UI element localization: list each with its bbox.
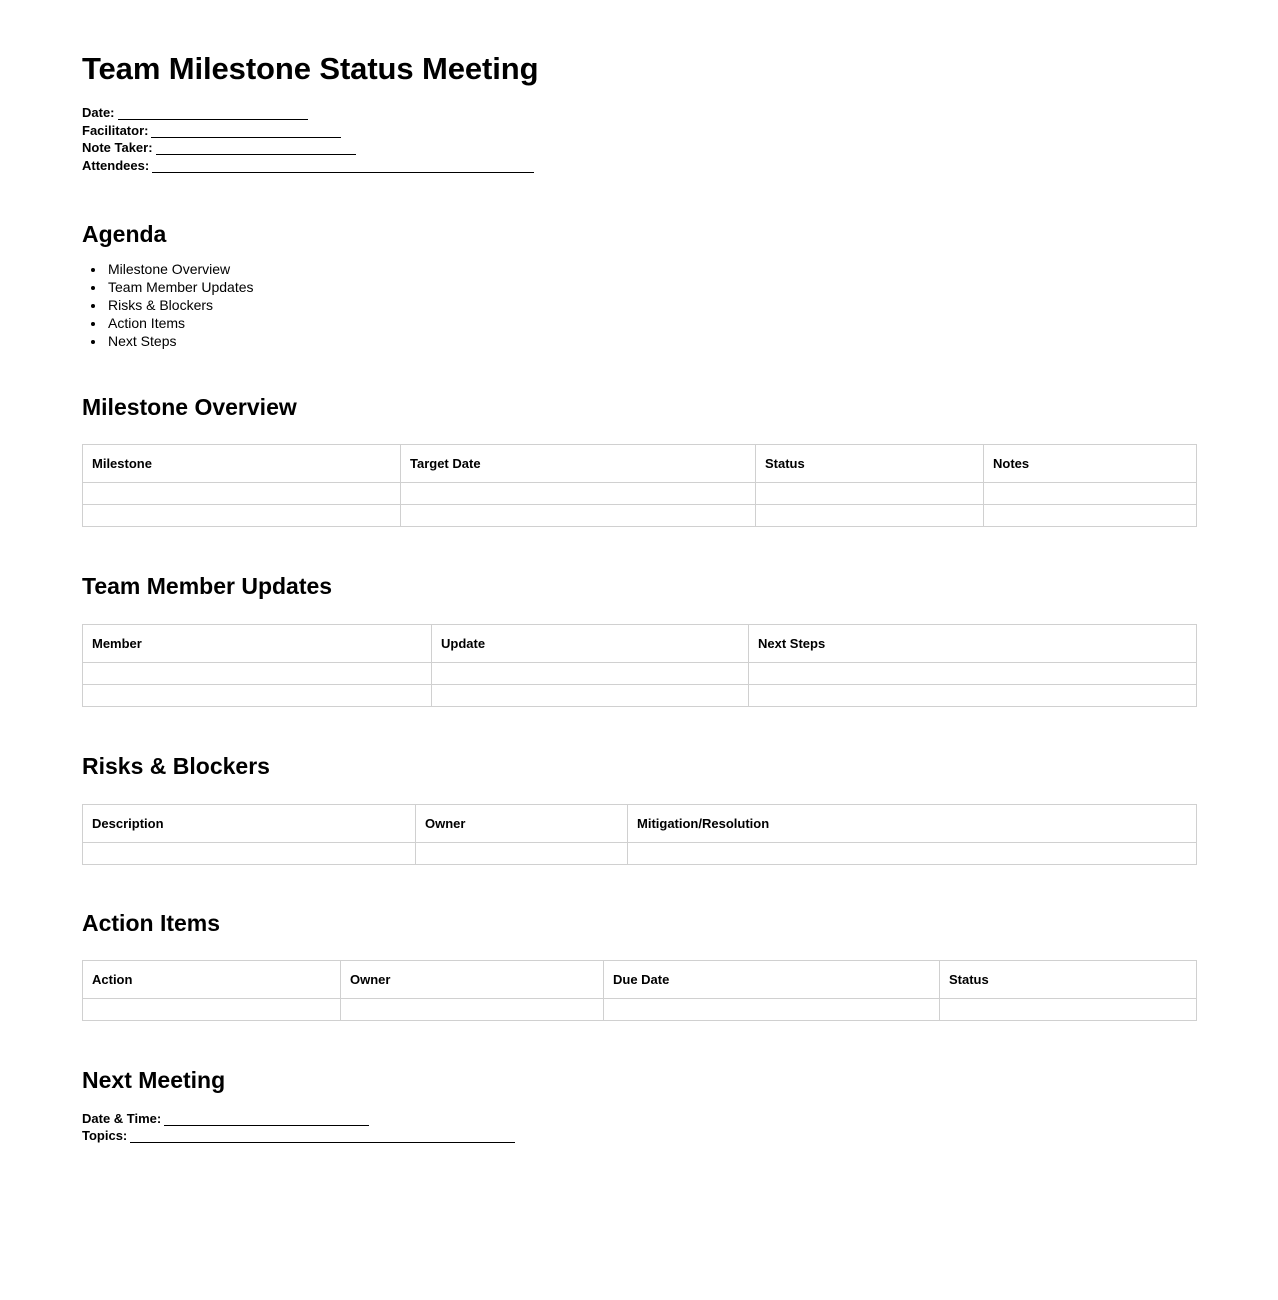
risks-blockers-table — [82, 804, 1197, 865]
meeting-meta-block — [82, 104, 1196, 174]
note-taker-input-line[interactable] — [156, 154, 356, 155]
date-time-label: Date & Time: — [82, 1110, 162, 1126]
column-header-status: Status — [940, 961, 1197, 999]
table-cell[interactable] — [628, 842, 1197, 864]
column-header-status: Status — [756, 445, 984, 483]
meta-row-date-time — [82, 1110, 1196, 1128]
attendees-input-line[interactable] — [152, 172, 534, 173]
table-cell[interactable] — [416, 842, 628, 864]
column-header-owner: Owner — [341, 961, 604, 999]
column-header-mitigation-resolution: Mitigation/Resolution — [628, 804, 1197, 842]
team-member-updates-heading: Team Member Updates — [82, 573, 333, 600]
action-items-heading: Action Items — [82, 909, 221, 936]
table-cell[interactable] — [401, 483, 756, 505]
table-header-row — [83, 804, 1197, 842]
table-cell[interactable] — [83, 842, 416, 864]
date-input-line[interactable] — [118, 119, 308, 120]
table-row — [83, 999, 1197, 1021]
table-row — [83, 662, 1197, 684]
list-item: • Next Steps — [106, 332, 1196, 350]
meta-row-date — [82, 104, 1196, 122]
list-item: • Risks & Blockers — [106, 296, 1196, 314]
column-header-action: Action — [83, 961, 341, 999]
attendees-label: Attendees: — [82, 157, 150, 173]
column-header-due-date: Due Date — [604, 961, 940, 999]
table-row — [83, 684, 1197, 706]
milestone-overview-heading: Milestone Overview — [82, 393, 297, 420]
table-header-row — [83, 624, 1197, 662]
table-row — [83, 505, 1197, 527]
agenda-list — [82, 260, 1196, 350]
column-header-member: Member — [83, 624, 432, 662]
milestone-overview-table — [82, 444, 1197, 527]
table-cell[interactable] — [83, 999, 341, 1021]
meta-row-note-taker — [82, 139, 1196, 157]
list-item: • Action Items — [106, 314, 1196, 332]
next-meeting-heading: Next Meeting — [82, 1067, 226, 1094]
table-row — [83, 842, 1197, 864]
date-label: Date: — [82, 105, 115, 121]
table-header-row — [83, 961, 1197, 999]
list-item: • Milestone Overview — [106, 260, 1196, 278]
action-items-table — [82, 960, 1197, 1021]
table-cell[interactable] — [940, 999, 1197, 1021]
facilitator-input-line[interactable] — [151, 137, 341, 138]
team-member-updates-table — [82, 624, 1197, 707]
table-cell[interactable] — [83, 662, 432, 684]
table-cell[interactable] — [984, 505, 1197, 527]
table-cell[interactable] — [341, 999, 604, 1021]
column-header-milestone: Milestone — [83, 445, 401, 483]
table-cell[interactable] — [83, 684, 432, 706]
topics-input-line[interactable] — [130, 1142, 515, 1143]
agenda-heading: Agenda — [82, 221, 167, 248]
table-cell[interactable] — [749, 662, 1197, 684]
table-row — [83, 483, 1197, 505]
table-cell[interactable] — [756, 483, 984, 505]
table-cell[interactable] — [432, 684, 749, 706]
column-header-notes: Notes — [984, 445, 1197, 483]
page-title: Team Milestone Status Meeting — [82, 51, 539, 86]
meta-row-topics — [82, 1127, 1196, 1145]
column-header-target-date: Target Date — [401, 445, 756, 483]
table-cell[interactable] — [756, 505, 984, 527]
list-item: • Team Member Updates — [106, 278, 1196, 296]
table-cell[interactable] — [401, 505, 756, 527]
topics-label: Topics: — [82, 1128, 128, 1144]
date-time-input-line[interactable] — [164, 1125, 369, 1126]
table-cell[interactable] — [984, 483, 1197, 505]
table-cell[interactable] — [83, 505, 401, 527]
note-taker-label: Note Taker: — [82, 140, 153, 156]
facilitator-label: Facilitator: — [82, 122, 149, 138]
column-header-update: Update — [432, 624, 749, 662]
table-cell[interactable] — [432, 662, 749, 684]
meta-row-facilitator — [82, 122, 1196, 140]
column-header-description: Description — [83, 804, 416, 842]
table-header-row — [83, 445, 1197, 483]
column-header-next-steps: Next Steps — [749, 624, 1197, 662]
risks-blockers-heading: Risks & Blockers — [82, 752, 270, 779]
table-cell[interactable] — [604, 999, 940, 1021]
meta-row-attendees — [82, 157, 1196, 175]
column-header-owner: Owner — [416, 804, 628, 842]
next-meeting-block — [82, 1110, 1196, 1145]
table-cell[interactable] — [749, 684, 1197, 706]
table-cell[interactable] — [83, 483, 401, 505]
